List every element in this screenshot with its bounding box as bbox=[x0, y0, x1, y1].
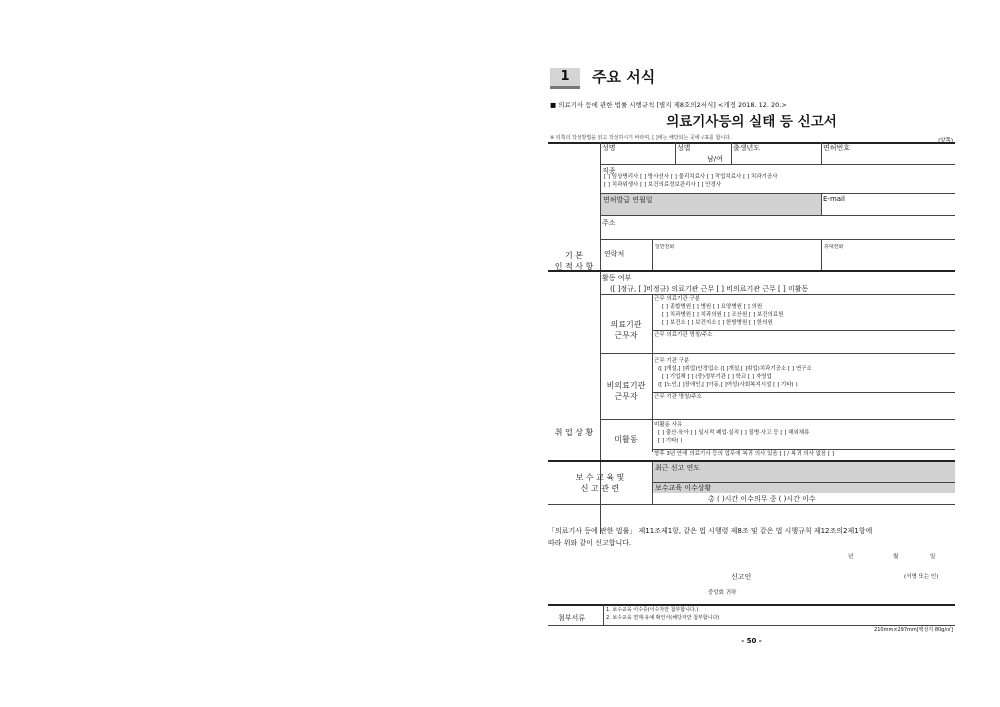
medical-options-row3[interactable]: [ ] 보건소 [ ] 보건지소 [ ] 한방병원 [ ] 한의원 bbox=[662, 320, 773, 326]
medical-type-label: 근무 의료기관 구분 bbox=[654, 296, 701, 302]
education-section-label bbox=[548, 472, 652, 494]
recent-report-year-field[interactable]: 최근 신고 연도 bbox=[653, 462, 955, 482]
email-field[interactable]: E-mail bbox=[823, 195, 845, 203]
signature-field[interactable]: (서명 또는 인) bbox=[904, 574, 939, 580]
license-date-field[interactable]: 면허발급 연월일 bbox=[601, 194, 822, 215]
date-year-field[interactable]: 년 bbox=[848, 554, 854, 560]
addressee: 중앙회 귀하 bbox=[708, 590, 737, 596]
address-field[interactable]: 주소 bbox=[602, 219, 616, 227]
medical-options-row2[interactable]: [ ] 치과병원 [ ] 치과의원 [ ] 조산원 [ ] 보건의료원 bbox=[662, 312, 784, 318]
medical-label-line2: 근무자 bbox=[614, 331, 638, 340]
education-label-line2: 신 고 관 련 bbox=[580, 484, 620, 493]
medical-label-line1: 의료기관 bbox=[610, 320, 642, 329]
paper-spec: 210mm×297mm[백상지 80g/㎡] bbox=[874, 627, 953, 633]
activity-label: 활동 여부 bbox=[602, 274, 632, 282]
activity-options[interactable]: ([ ]정규, [ ]비정규) 의료기관 근무 [ ] 비의료기관 근무 [ ] 미활동 bbox=[610, 285, 809, 293]
education-hours-field[interactable]: 총 ( )시간 이수의무 중 ( )시간 이수 bbox=[708, 495, 816, 503]
contact-label: 연락처 bbox=[604, 250, 625, 258]
inactive-options-row2[interactable]: [ ] 기타( ) bbox=[658, 438, 683, 444]
section-title: 주요 서식 bbox=[592, 68, 656, 86]
attachments-label: 첨부서류 bbox=[558, 614, 586, 622]
attachment-item-1: 1. 보수교육 이수증(이수자만 첨부합니다.) bbox=[606, 607, 699, 613]
sex-label: 성별 bbox=[677, 144, 691, 152]
job-options-row2[interactable]: [ ] 치과위생사 [ ] 보건의료정보관리사 [ ] 안경사 bbox=[604, 182, 722, 188]
form-page bbox=[548, 60, 955, 700]
instruction-note: ※ 뒤쪽의 작성방법을 읽고 작성하시기 바라며, [ ]에는 해당되는 곳에 √표를 합니다. bbox=[550, 135, 732, 141]
nonmedical-name-field[interactable]: 근무 기관 명칭/주소 bbox=[654, 394, 702, 400]
nonmedical-options-row1[interactable]: ([ ]개설,[ ]취업)안경업소 ([ ]개설,[ ]취업)치과기공소 [ ] 연구소 bbox=[658, 366, 812, 372]
basic-label-line1: 기 본 bbox=[565, 251, 583, 260]
date-day-field[interactable]: 일 bbox=[930, 554, 936, 560]
birth-year-field[interactable]: 출생년도 bbox=[733, 144, 761, 152]
nonmedical-options-row2[interactable]: [ ] 기업체 [ ] (중)정부기관 [ ] 학교 [ ] 자영업 bbox=[662, 374, 772, 380]
form-title: 의료기사등의 실태 등 신고서 bbox=[666, 114, 837, 130]
basic-label-line2: 인 적 사 항 bbox=[554, 262, 594, 271]
name-field[interactable]: 성명 bbox=[602, 144, 616, 152]
mobile-field[interactable]: 휴대전화 bbox=[824, 244, 844, 250]
nonmedical-label-line1: 비의료기관 bbox=[606, 381, 646, 390]
attachment-item-2: 2. 보수교육 면제·유예 확인서(해당자만 첨부합니다) bbox=[606, 615, 720, 621]
section-number: 1 bbox=[550, 68, 580, 89]
education-status-label: 보수교육 이수상황 bbox=[653, 483, 955, 493]
section-header bbox=[550, 66, 665, 88]
statement-line2: 따라 위와 같이 신고합니다. bbox=[548, 539, 632, 547]
basic-section-label bbox=[548, 250, 600, 272]
page-number: - 50 - bbox=[741, 637, 762, 645]
phone-field[interactable]: 일반전화 bbox=[655, 244, 675, 250]
return-intent-options[interactable]: 향후 3년 안에 의료기사 등의 업무에 복귀 의사 있음 [ ] / 복귀 의사 없음 [ ] bbox=[654, 451, 835, 457]
nonmedical-label-line2: 근무자 bbox=[614, 392, 638, 401]
inactive-reason-label: 미활동 사유 bbox=[654, 422, 683, 428]
medical-worker-label bbox=[600, 319, 652, 341]
medical-name-field[interactable]: 근무 의료기관 명칭/주소 bbox=[654, 332, 713, 338]
law-reference: ■ 의료기사 등에 관한 법률 시행규칙 [별지 제8호의2서식] <개정 2018. 12. 20.> bbox=[550, 101, 787, 109]
nonmedical-type-label: 근무 기관 구분 bbox=[654, 358, 690, 364]
inactive-label: 미활동 bbox=[614, 435, 638, 444]
front-label: (앞쪽) bbox=[938, 138, 953, 144]
employment-section-label: 취 업 상 황 bbox=[554, 428, 594, 437]
statement-line1: 「의료기사 등에 관한 법률」 제11조제1항, 같은 법 시행령 제8조 및 같은 법 시행규칙 제12조의2제1항에 bbox=[548, 527, 873, 535]
inactive-options-row1[interactable]: [ ] 출산·육아 [ ] 일시적 폐업·실직 [ ] 질병·사고 등 [ ] 해외체류 bbox=[658, 430, 810, 436]
nonmedical-options-row3[interactable]: ([ ]노인,[ ]장애인,[ ]아동,[ ]여성)사회복지시설 [ ] 기타( ) bbox=[658, 382, 798, 388]
date-month-field[interactable]: 월 bbox=[893, 554, 899, 560]
job-label: 직종 bbox=[602, 167, 616, 175]
job-options-row1[interactable]: [ ] 임상병리사 [ ] 방사선사 [ ] 물리치료사 [ ] 작업치료사 [ ] 치과기공사 bbox=[604, 174, 778, 180]
sex-field[interactable]: 남/여 bbox=[707, 155, 723, 163]
reporter-label: 신고인 bbox=[731, 573, 752, 581]
nonmedical-worker-label bbox=[600, 380, 652, 402]
license-number-field[interactable]: 면허번호 bbox=[823, 144, 851, 152]
medical-options-row1[interactable]: [ ] 종합병원 [ ] 병원 [ ] 요양병원 [ ] 의원 bbox=[662, 304, 763, 310]
education-label-line1: 보 수 교 육 및 bbox=[575, 473, 625, 482]
